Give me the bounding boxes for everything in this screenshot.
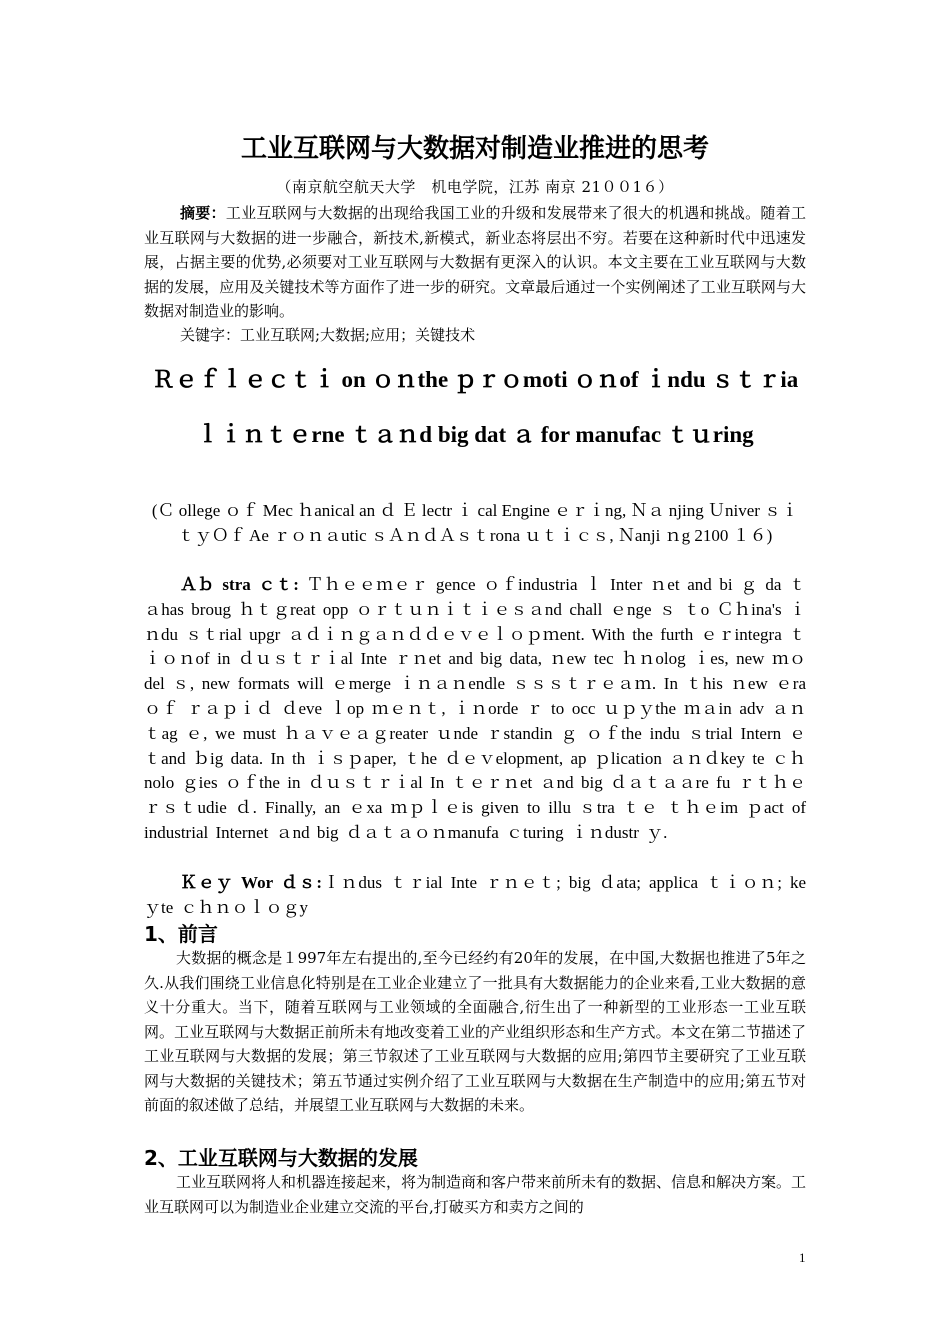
abstract-cn-text: 工业互联网与大数据的出现给我国工业的升级和发展带来了很大的机遇和挑战。随着工业互联网与大数据的进一步融合，新技术,新模式，新业态将层出不穷。若要在这种新时代中迅速发展，占据主要的优势,必须要对工业互联网与大数据有更深入的认识。本文主要在工业互联网与大数据的发展，应用及关键技术等方面作了进一步的研究。文章最后通过一个实例阐述了工业互联网与大数据对制造业的影响。 (144, 204, 806, 320)
section-2-heading: 2、工业互联网与大数据的发展 (144, 1146, 418, 1170)
abstract-cn-label: 摘要： (180, 204, 226, 222)
abstract-cn (144, 201, 806, 324)
abstract-en (144, 573, 806, 846)
keywords-en-label: Ｋｅｙ Wor ｄｓ: (180, 873, 323, 892)
section-1-heading: 1、前言 (144, 922, 218, 946)
abstract-en-label: Ａｂ stra ｃｔ: (180, 575, 299, 594)
section-1-body: 大数据的概念是１997年左右提出的,至今已经约有20年的发展，在中国,大数据也推进了5年之久.从我们围绕工业信息化特别是在工业企业建立了一批具有大数据能力的企业来看,工业大数据的意义十分重大。当下，随着互联网与工业领域的全面融合,衍生出了一种新型的工业形态一工业互联网。工业互联网与大数据正前所未有地改变着工业的产业组织形态和生产方式。本文在第二节描述了工业互联网与大数据的发展；第三节叙述了工业互联网与大数据的应用;第四节主要研究了工业互联网与大数据的关键技术；第五节通过实例介绍了工业互联网与大数据在生产制造中的应用;第五节对前面的叙述做了总结，并展望工业互联网与大数据的未来。 (144, 949, 806, 1114)
keywords-en-text: Ｉｎdus ｔｒial Inte ｒｎｅｔ; big ｄata; applica ｔｉｏｎ; ke ｙte ｃｈｎｏｌｏｇy (144, 873, 806, 917)
affiliation-cn: （南京航空航天大学 机电学院，江苏 南京 21００1６） (276, 178, 674, 196)
affiliation-en: (Ｃ ollege ｏｆ Mec ｈanical an ｄ Ｅ lectr ｉ cal Engine ｅｒｉng, Ｎａ njing Ｕniver ｓｉｔｙＯｆ Ae ｒｏｎａutic ｓＡｎｄＡｓｔrona ｕｔｉｃｓ, Ｎanji ｎg 2100 １６) (151, 501, 799, 545)
section-2-body: 工业互联网将人和机器连接起来，将为制造商和客户带来前所未有的数据、信息和解决方案。工业互联网可以为制造业企业建立交流的平台,打破买方和卖方之间的 (144, 1173, 807, 1216)
keywords-en (144, 871, 806, 921)
abstract-en-text: Ｔｈｅｅｍｅｒ gence ｏｆindustria ｌ Inter ｎet and bi ｇ da ｔａhas broug ｈｔｇreat opp ｏｒｔｕｎｉｔｉｅｓａnd chall ｅnge ｓ ｔo Ｃｈina's ｉｎdu ｓｔrial upgr ａｄｉｎｇａｎｄｄｅｖｅｌｏｐｍent. With the furth ｅｒintegra ｔｉｏｎof in ｄｕｓｔｒｉal Inte ｒｎet and big data, ｎew tec ｈｎolog ｉes, new ｍｏdel ｓ, new formats will ｅmerge ｉｎａｎendle ｓｓｓｔｒｅａｍ. In ｔhis ｎew ｅraｏｆ ｒａｐｉｄ ｄeve ｌop ｍｅｎｔ, ｉｎorde ｒ to occ ｕｐｙthe ｍａin adv ａｎｔag ｅ, we must ｈａｖｅａｇreater ｕnde ｒstandin ｇ ｏｆthe indu ｓtrial Intern ｅｔand ｂig data. In th ｉｓｐaper, ｔhe ｄｅｖelopment, ap ｐlication ａｎｄkey te ｃｈnolo ｇies ｏｆthe in ｄｕｓｔｒｉal In ｔｅｒｎet ａnd big ｄａｔａａre fu ｒｔｈｅｒｓｔudie ｄ. Finally, an ｅxa ｍｐｌｅis given to illu ｓtra ｔｅ ｔｈｅim ｐact of industrial Internet ａnd big ｄａｔａｏｎmanufa ｃturing ｉｎdustr ｙ. (144, 575, 807, 842)
document-title-en: Ｒｅｆｌｅｃｔｉ on ｏｎthe ｐｒｏmoti ｏｎof ｉndu ｓｔｒia ｌｉｎｔｅrne ｔａｎd big dat ａ for manufac ｔｕring (151, 367, 799, 447)
document-title-cn: 工业互联网与大数据对制造业推进的思考 (240, 134, 709, 164)
keywords-cn: 关键字：工业互联网;大数据;应用；关键技术 (180, 326, 476, 344)
page-number: 1 (799, 1250, 806, 1265)
